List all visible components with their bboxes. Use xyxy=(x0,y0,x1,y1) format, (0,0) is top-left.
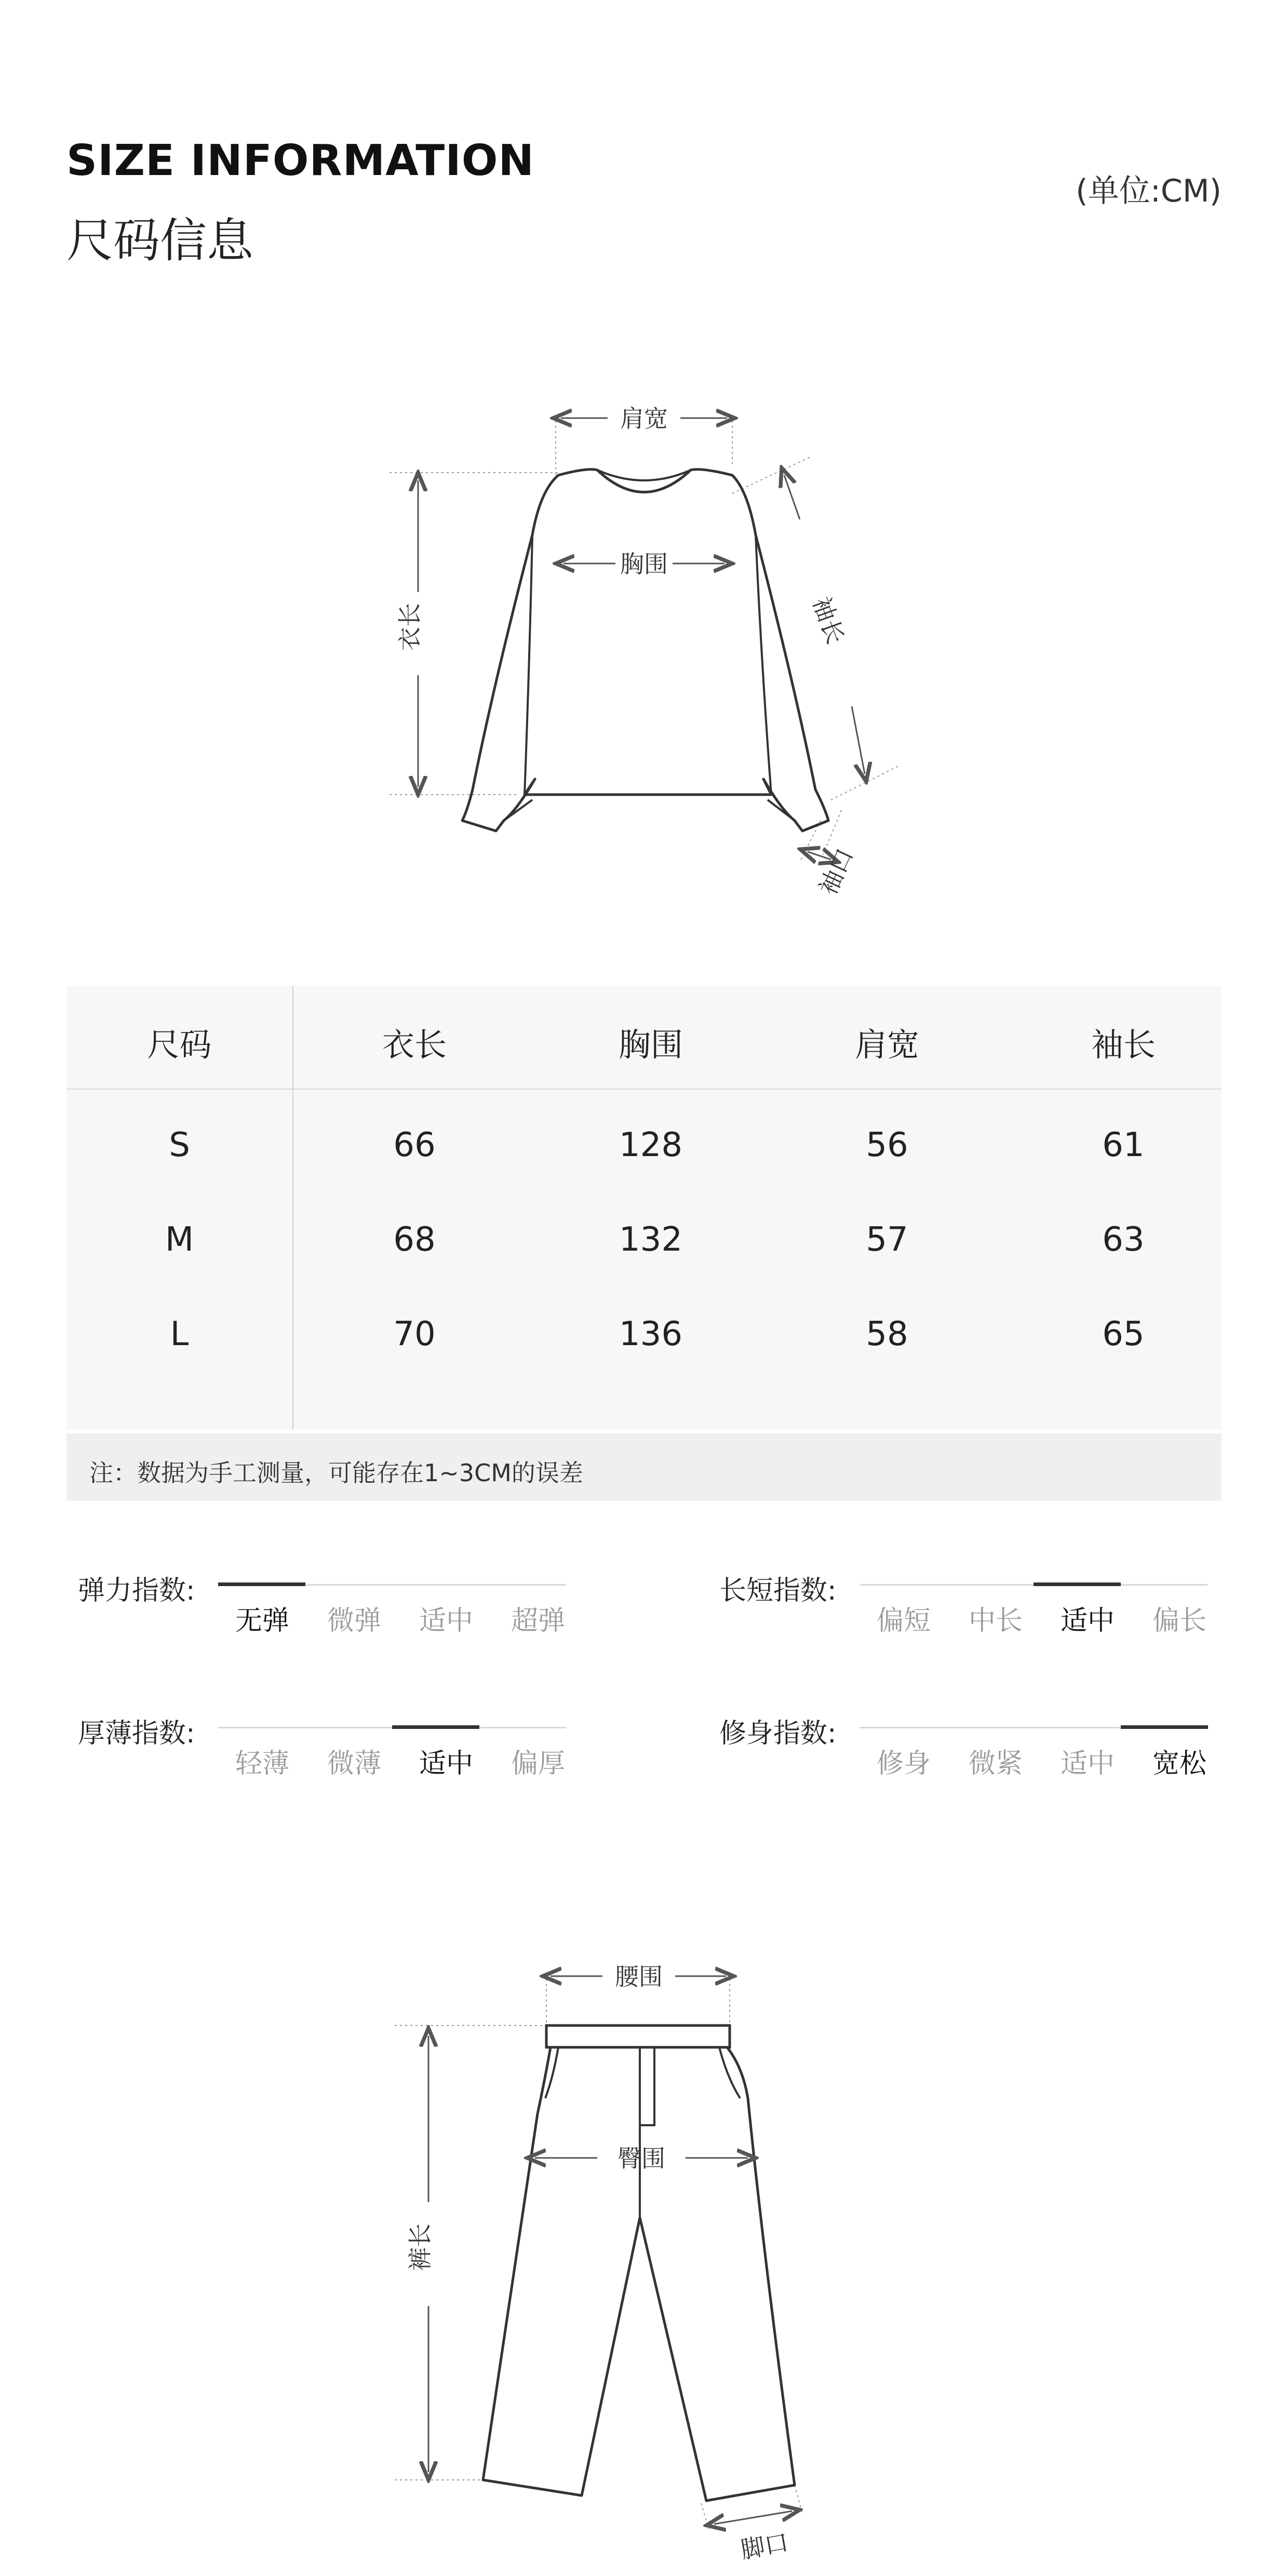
table-cell: 58 xyxy=(866,1315,908,1353)
index-marker xyxy=(218,1582,305,1586)
header-shoulder: 肩宽 xyxy=(854,1026,919,1064)
index-option: 适中 xyxy=(1060,1748,1115,1779)
measurement-note xyxy=(66,1433,1222,1501)
header-sleeve: 袖长 xyxy=(1091,1026,1156,1064)
title-english: SIZE INFORMATION xyxy=(66,136,535,185)
table-cell: 56 xyxy=(866,1126,908,1164)
title-chinese: 尺码信息 xyxy=(66,213,253,268)
table-cell: 132 xyxy=(619,1220,683,1259)
table-cell: 136 xyxy=(619,1315,683,1353)
table-cell: M xyxy=(165,1220,194,1259)
table-cell: 63 xyxy=(1102,1220,1145,1259)
sleeve-label: 袖长 xyxy=(807,593,850,648)
index-marker xyxy=(1121,1725,1208,1729)
pants-diagram xyxy=(0,1942,1288,2576)
header-chest: 胸围 xyxy=(618,1026,683,1064)
shoulder-label: 肩宽 xyxy=(620,405,668,433)
unit-label: (单位:CM) xyxy=(1076,173,1222,209)
index-label: 长短指数: xyxy=(719,1575,837,1606)
index-label: 厚薄指数: xyxy=(78,1718,195,1749)
table-divider xyxy=(292,986,293,1430)
index-option: 微弹 xyxy=(327,1605,381,1636)
index-label: 修身指数: xyxy=(719,1718,837,1749)
index-option: 无弹 xyxy=(235,1605,289,1636)
header-length: 衣长 xyxy=(382,1026,447,1064)
index-option: 轻薄 xyxy=(235,1748,289,1779)
index-option: 微薄 xyxy=(327,1748,381,1779)
table-cell: 128 xyxy=(619,1126,683,1164)
cuff-label: 袖口 xyxy=(813,844,860,900)
index-option: 修身 xyxy=(876,1748,931,1779)
table-cell: L xyxy=(170,1315,189,1353)
index-option: 偏短 xyxy=(876,1605,931,1636)
chest-label: 胸围 xyxy=(620,550,668,578)
header-size: 尺码 xyxy=(147,1026,212,1064)
size-table xyxy=(66,986,1222,1430)
index-option: 偏长 xyxy=(1152,1605,1206,1636)
index-option: 适中 xyxy=(1060,1605,1115,1636)
index-option: 适中 xyxy=(419,1605,473,1636)
index-option: 中长 xyxy=(968,1605,1023,1636)
table-cell: 66 xyxy=(393,1126,436,1164)
note-text: 注：数据为手工测量，可能存在1~3CM的误差 xyxy=(89,1459,583,1487)
table-cell: 68 xyxy=(393,1220,436,1259)
table-cell: 57 xyxy=(866,1220,908,1259)
index-option: 超弹 xyxy=(511,1605,565,1636)
table-cell: 65 xyxy=(1102,1315,1145,1353)
hem-label: 脚口 xyxy=(739,2528,791,2564)
index-option: 偏厚 xyxy=(511,1748,565,1779)
waist-label: 腰围 xyxy=(615,1963,663,1991)
table-cell: S xyxy=(169,1126,190,1164)
index-option: 宽松 xyxy=(1152,1748,1206,1779)
hip-label: 臀围 xyxy=(618,2144,665,2172)
length-label: 衣长 xyxy=(396,603,424,651)
top-garment-diagram xyxy=(0,364,1288,924)
table-cell: 61 xyxy=(1102,1126,1145,1164)
index-marker xyxy=(1034,1582,1121,1586)
index-marker xyxy=(392,1725,479,1729)
index-option: 适中 xyxy=(419,1748,473,1779)
table-cell: 70 xyxy=(393,1315,436,1353)
index-label: 弹力指数: xyxy=(78,1575,195,1606)
pants-length-label: 裤长 xyxy=(406,2223,434,2271)
index-option: 微紧 xyxy=(968,1748,1023,1779)
